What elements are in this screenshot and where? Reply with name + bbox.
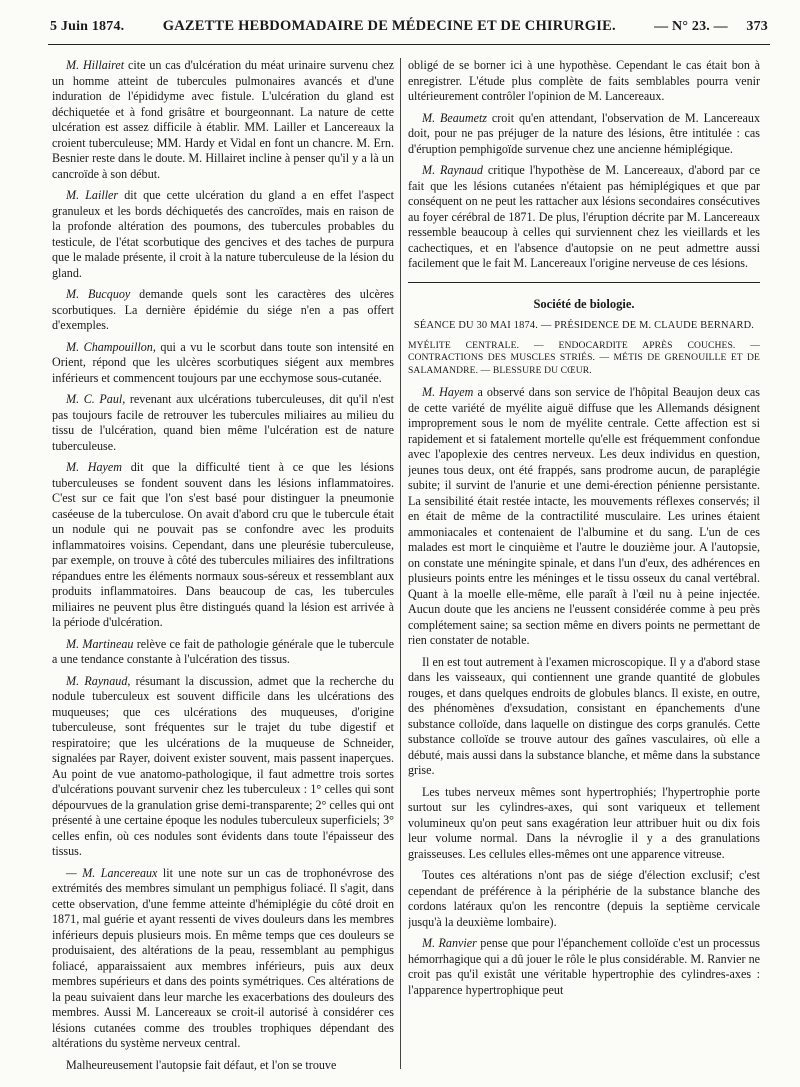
paragraph-text: Toutes ces altérations n'ont pas de siége d'élection exclusif; c'est cependant de préférence à la périphérie de la substance blanche des cordons latéraux qu'on les rencontre (depuis la septième cervicale jusqu'à la deuxième lombaire).: [408, 868, 760, 929]
speaker-name: M. C. Paul: [66, 392, 123, 406]
header-rule: [48, 44, 770, 45]
paragraph: [52, 1058, 394, 1074]
header-date: 5 Juin 1874.: [50, 19, 125, 34]
paragraph: [408, 655, 760, 779]
paragraph: [408, 936, 760, 998]
speaker-name: M. Ranvier: [422, 936, 477, 950]
paragraph-text: , résumant la discussion, admet que la recherche du nodule tuberculeux est souvent difficile dans les ulcérations des muqueuses; que ces ulcérations des muqueuses, d'origine tuberculeuse, sont fréquentes sur le trajet du tube digestif et respiratoire; que les ulcérations de la muqueuse de Schneider, signalées par Rayer, doivent exister souvent, mais passent inaperçues. Au point de vue anatomo-pathologique, il faut admettre trois sortes d'ulcérations pouvant survenir chez les tuberculeux : 1° celles qui sont dépourvues de la granulation grise demi-transparente; 2° celles qui ont présenté à une certaine époque les nodules tuberculeux superficiels; 3° celles enfin, où ces nodules sont évidents dans toute l'épaisseur des tissus.: [52, 673, 394, 858]
paragraph-text: croit qu'en attendant, l'observation de M. Lancereaux doit, pour ne pas préjuger de la nature des lésions, être intitulée : cas d'éruption pemphigoïde survenue chez une ancienne hémiplégique.: [408, 110, 760, 156]
paragraph: [52, 460, 394, 631]
paragraph-text: dit que la difficulté tient à ce que les lésions tuberculeuses se fondent souvent dans les lésions inflammatoires. C'est sur ce fait que l'on s'est basé pour distinguer la pneumonie caséeuse de la tuberculose. On avait d'abord cru que le tubercule était un nodule qui ne pouvait pas se confondre avec les produits inflammatoires voisins. Cependant, dans une pleurésie tuberculeuse, par exemple, on trouve à côté des tubercules miliaires des infiltrations répandues entre les éléments normaux sous-séreux et ressemblant aux produits inflammatoires. Dans beaucoup de cas, les tubercules miliaires ne peuvent plus être distingués quand la lésion est arrivée à la période d'ulcération.: [52, 460, 394, 629]
paragraph-text: pense que pour l'épanchement colloïde c'est un processus hémorrhagique qui a dû jouer le rôle le plus considérable. M. Ranvier ne croit pas qu'il existât une véritable hypertrophie des cylindres-axes : l'apparence hypertrophique peut: [408, 936, 760, 997]
paragraph: [408, 868, 760, 930]
paragraph: [408, 385, 760, 649]
paragraph-text: Les tubes nerveux mêmes sont hypertrophiés; l'hypertrophie porte surtout sur les cylindres-axes, qui sont variqueux et tellement volumineux qu'on peut sans exagération leur attribuer huit ou dix fois leur volume normal. Dans la névroglie il y a des granulations graisseuses. Les cellules elles-mêmes ont une apparence vitreuse.: [408, 784, 760, 861]
column-divider: [400, 58, 401, 1069]
paragraph-text: relève ce fait de pathologie générale que le tubercule a une tendance constante à l'ulcération des tissus.: [52, 636, 394, 666]
header-page-number: 373: [746, 19, 768, 34]
speaker-name: M. Bucquoy: [66, 287, 131, 301]
speaker-name: M. Lailler: [66, 188, 119, 202]
paragraph: [408, 111, 760, 158]
speaker-name: M. Beaumetz: [422, 110, 488, 125]
paragraph: [408, 58, 760, 105]
paragraph-text: obligé de se borner ici à une hypothèse. Cependant le cas était bon à enregistrer. L'étude plus complète de faits semblables pourra venir ultérieurement contrôler l'opinion de M. Lancereaux.: [408, 58, 760, 103]
session-topics: MYÉLITE CENTRALE. — ENDOCARDITE APRÈS COUCHES. — CONTRACTIONS DES MUSCLES STRIÉS. — MÉTIS DE GRENOUILLE ET DE SALAMANDRE. — BLESSURE DU CŒUR.: [408, 339, 760, 376]
paragraph-text: , qui a vu le scorbut dans toute son intensité en Orient, répond que les ulcères scorbutiques siégent aux membres inférieurs et commencent toujours par une ecchymose sous-cutanée.: [52, 339, 394, 385]
speaker-name: M. Hillairet: [66, 58, 125, 72]
paragraph: [408, 163, 760, 272]
paragraph: [52, 392, 394, 454]
speaker-name: M. Champouillon: [66, 339, 153, 354]
speaker-name: M. Hayem: [422, 385, 474, 399]
paragraph-text: cite un cas d'ulcération du méat urinaire survenu chez un homme atteint de tubercules pulmonaires avancés et d'une induration de l'épididyme avec fistule. L'ulcération du gland est déchiquetée et à fond grisâtre et bourgeonnant. La nature de cette ulcération est assez difficile à établir. MM. Lailler et Lancereaux la croient tuberculeuse; MM. Hardy et Vidal en font un chancre. M. Ern. Besnier reste dans le doute. M. Hillairet incline à penser qu'il y a là un cancroïde à son début.: [52, 58, 394, 181]
speaker-name: M. Martineau: [66, 636, 134, 651]
seance-line: SÉANCE DU 30 MAI 1874. — PRÉSIDENCE DE M. CLAUDE BERNARD.: [413, 320, 755, 331]
society-title: Société de biologie.: [533, 296, 635, 311]
paragraph-text: Malheureusement l'autopsie fait défaut, et l'on se trouve: [66, 1057, 337, 1072]
paragraph-text: demande quels sont les caractères des ulcères scorbutiques. La dernière épidémie du siége n'en a pas offert d'exemples.: [52, 287, 394, 332]
speaker-name: M. Raynaud: [66, 673, 128, 688]
paragraph: [52, 637, 394, 668]
paragraph: [52, 866, 394, 1052]
header-issue: — N° 23. —: [654, 19, 728, 34]
paragraph-text: dit que cette ulcération du gland a en effet l'aspect granuleux et les bords déchiquetés des cancroïdes, mais en raison de la profonde altération des poumons, des tubercules probables du testicule, de l'état scorbutique des gencives et des taches de purpura que le malade présente, il croit à la nature tuberculeuse de la lésion du gland.: [52, 188, 394, 280]
paragraph: [52, 58, 394, 182]
paragraph: [408, 785, 760, 863]
section-separator: [408, 282, 760, 283]
paragraph: [52, 674, 394, 860]
page-header: [50, 18, 768, 42]
paragraph: [52, 188, 394, 281]
speaker-name: M. Raynaud: [422, 163, 483, 177]
paragraph-text: , revenant aux ulcérations tuberculeuses, dit qu'il n'est pas toujours facile de retrouver les tubercules miliaires au milieu du tissu de l'ulcération, quand bien même l'ulcération est de nature tuberculeuse.: [52, 392, 394, 453]
paragraph-text: lit une note sur un cas de trophonévrose des extrémités des membres simulant un pemphigus foliacé. Il s'agit, dans cette observation, d'une femme atteinte d'hémiplégie du côté droit en 1871, mal guérie et ayant ressenti de vives douleurs dans les membres inférieurs depuis plusieurs mois. En même temps que ces douleurs se produisaient, des altérations de la peau, ressemblant au pemphigus foliacé, apparaissaient aux membres inférieurs, puis aux deux membres supérieurs et dans des points symétriques. Ces altérations de la peau suivaient dans leur marche les exacerbations des douleurs des membres. Aussi M. Lancereaux se croit-il autorisé à considérer ces lésions cutanées comme des troubles trophiques dépendant des altérations du système nerveux central.: [52, 865, 394, 1050]
paragraph-text: Il en est tout autrement à l'examen microscopique. Il y a d'abord stase dans les vaisseaux, qui contiennent une grande quantité de globules rouges, et dans quelques endroits de globules blancs. Il existe, en outre, des phénomènes d'exsudation, consistant en épanchements d'une substance colloïde, dans laquelle on distingue des corps granulés. Cette substance colloïde se trouve autour des gaînes vasculaires, où elle a débuté, mais aussi dans la substance blanche, et même dans la substance grise.: [408, 654, 760, 777]
left-column: [52, 58, 394, 1077]
paragraph: [52, 287, 394, 334]
header-title: GAZETTE HEBDOMADAIRE DE MÉDECINE ET DE CHIRURGIE.: [162, 18, 616, 34]
right-column: [408, 58, 760, 1077]
paragraph: [52, 340, 394, 387]
speaker-name: M. Hayem: [66, 460, 123, 474]
paragraph-text: a observé dans son service de l'hôpital Beaujon deux cas de cette variété de myélite aiguë diffuse que les Allemands désignent improprement sous le nom de myélite centrale. Cette affection est si rapidement et si fatalement mortelle qu'elle est fréquemment confondue avec l'apoplexie des centres nerveux. Les deux individus en question, jeunes tous deux, ont été frappés, sans prodrome aucun, de paraplégie subite; il survint de l'anurie et une demi-érection pénienne persistante. La sensibilité était restée intacte, les mouvements réflexes conservés; il en était de même de la contractilité musculaire. Les urines étaient ammoniacales et contenaient de l'albumine et du sang. L'un de ces malades est mort le cinquième et l'autre le douzième jour. A l'autopsie, on constate une méningite spinale, et dans l'un d'eux, des adhérences en plusieurs points entre les méninges et le tissu osseux du canal vertébral. Quant à la moelle elle-même, elle paraît à l'œil nu à peine injectée. Aucun doute que les anciens ne l'eussent considérée comme à peu près complétement saine; sa section même en divers points ne permettant de rien constater de notable.: [408, 385, 760, 647]
paragraph-text: critique l'hypothèse de M. Lancereaux, d'abord par ce fait que les lésions cutanées n'étaient pas hémiplégiques et que par conséquent on ne peut les rattacher aux lésions secondaires consécutives au foyer cérébral de 1871. De plus, l'éruption décrite par M. Lancereaux ressemble beaucoup à celles qui surviennent chez les vieillards et les cachectiques, et en l'absence d'autopsie on ne peut admettre aussi facilement que le fait M. Lancereaux l'origine nerveuse de ces lésions.: [408, 163, 760, 270]
speaker-name: — M. Lancereaux: [66, 865, 158, 880]
